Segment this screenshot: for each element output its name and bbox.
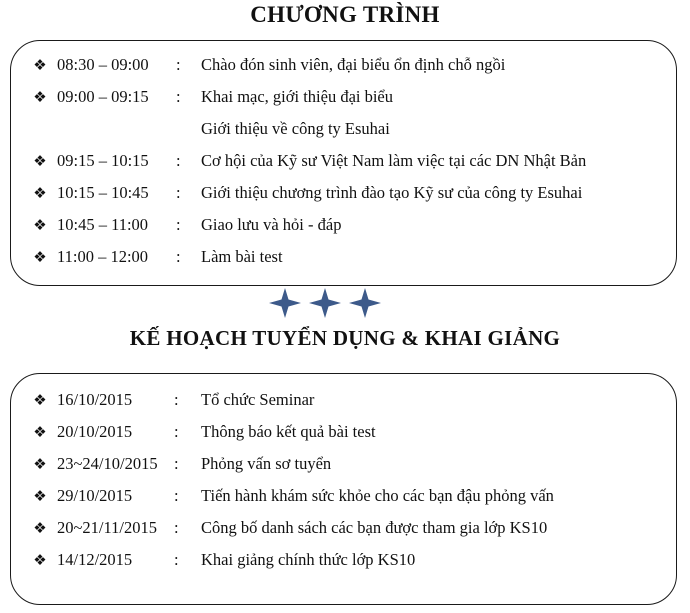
- plan-date: 20/10/2015: [57, 422, 133, 441]
- plan-box: [10, 373, 677, 605]
- diamond-bullet-icon: ❖: [33, 455, 47, 473]
- separator: :: [174, 518, 179, 537]
- program-activity: Giao lưu và hỏi - đáp: [201, 215, 342, 234]
- program-time: 08:30 – 09:00: [57, 55, 149, 74]
- separator: :: [174, 422, 179, 441]
- program-box: [10, 40, 677, 286]
- diamond-bullet-icon: ❖: [33, 88, 47, 106]
- program-time: 09:00 – 09:15: [57, 87, 149, 106]
- separator: :: [174, 486, 179, 505]
- diamond-bullet-icon: ❖: [33, 551, 47, 569]
- program-time: 10:45 – 11:00: [57, 215, 149, 234]
- diamond-bullet-icon: ❖: [33, 423, 47, 441]
- plan-activity: Phỏng vấn sơ tuyển: [201, 454, 332, 473]
- plan-title: KẾ HOẠCH TUYỂN DỤNG & KHAI GIẢNG: [129, 326, 561, 350]
- diamond-bullet-icon: ❖: [33, 216, 47, 234]
- plan-date: 20~21/11/2015: [57, 518, 157, 537]
- separator: :: [176, 55, 181, 74]
- plan-activity: Tiến hành khám sức khỏe cho các bạn đậu phỏng vấn: [201, 486, 554, 505]
- plan-date: 14/12/2015: [57, 550, 133, 569]
- plan-date: 23~24/10/2015: [57, 454, 158, 473]
- plan-activity: Thông báo kết quả bài test: [201, 422, 376, 441]
- separator: :: [176, 151, 181, 170]
- separator: :: [176, 247, 181, 266]
- program-activity: Cơ hội của Kỹ sư Việt Nam làm việc tại các DN Nhật Bản: [201, 151, 587, 170]
- diamond-bullet-icon: ❖: [33, 248, 47, 266]
- separator: :: [174, 390, 179, 409]
- three-stars-divider-icon: [265, 285, 385, 321]
- plan-date: 29/10/2015: [57, 486, 133, 505]
- plan-date: 16/10/2015: [57, 390, 133, 409]
- separator: :: [176, 183, 181, 202]
- program-time: 09:15 – 10:15: [57, 151, 149, 170]
- diamond-bullet-icon: ❖: [33, 56, 47, 74]
- separator: :: [176, 215, 181, 234]
- program-time: 10:15 – 10:45: [57, 183, 149, 202]
- plan-activity: Tổ chức Seminar: [201, 390, 315, 409]
- diamond-bullet-icon: ❖: [33, 391, 47, 409]
- separator: :: [174, 550, 179, 569]
- diamond-bullet-icon: ❖: [33, 487, 47, 505]
- plan-activity: Khai giảng chính thức lớp KS10: [201, 550, 416, 569]
- program-activity: Giới thiệu về công ty Esuhai: [201, 119, 390, 138]
- program-activity: Khai mạc, giới thiệu đại biểu: [201, 87, 394, 106]
- separator: :: [176, 87, 181, 106]
- program-title: CHƯƠNG TRÌNH: [250, 2, 440, 27]
- diamond-bullet-icon: ❖: [33, 519, 47, 537]
- diamond-bullet-icon: ❖: [33, 184, 47, 202]
- diamond-bullet-icon: ❖: [33, 152, 47, 170]
- program-activity: Giới thiệu chương trình đào tạo Kỹ sư của công ty Esuhai: [201, 183, 583, 202]
- program-activity: Chào đón sinh viên, đại biểu ổn định chỗ ngồi: [201, 55, 506, 74]
- plan-activity: Công bố danh sách các bạn được tham gia lớp KS10: [201, 518, 548, 537]
- program-activity: Làm bài test: [201, 247, 283, 266]
- separator: :: [174, 454, 179, 473]
- program-time: 11:00 – 12:00: [57, 247, 149, 266]
